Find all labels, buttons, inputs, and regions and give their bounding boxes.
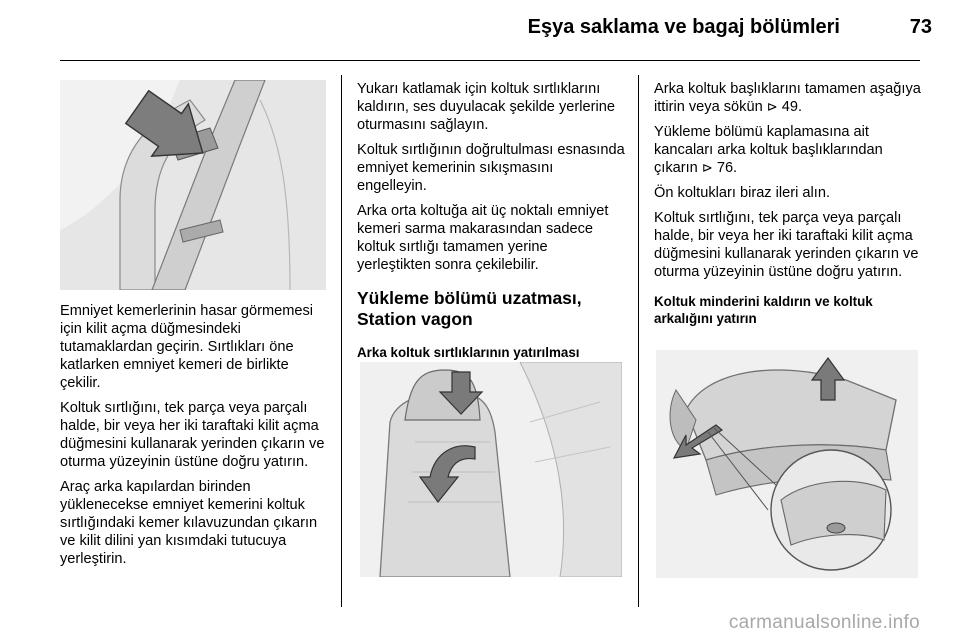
seat-belt-guide-figure [60, 80, 326, 290]
column-divider-1 [341, 75, 342, 607]
paragraph: Koltuk sırtlığını, tek parça veya parçalı halde, bir veya her iki taraftaki kilit açma düğmesini kullanarak yerinden çıkarın ve oturma yüzeyinin üstüne doğru yatırın. [654, 210, 919, 280]
subheading: Koltuk minderini kaldırın ve koltuk arkalığını yatırın [654, 294, 873, 326]
column-1 [60, 302, 332, 575]
paragraph: Arka orta koltuğa ait üç noktalı emniyet kemeri sarma makarasından sadece koltuk sırtlığı tamamen yerine yerleştikten sonra çekilebilir. [357, 203, 609, 273]
paragraph: Araç arka kapılardan birinden yüklenecekse emniyet kemerini koltuk sırtlığındaki kemer kılavuzundan çıkarın ve kilit dilini yan kısımdaki tutucuya yerleştirin. [60, 479, 318, 567]
paragraph [654, 80, 924, 116]
subheading: Arka koltuk sırtlıklarının yatırılması [357, 345, 580, 360]
paragraph: Koltuk sırtlığını, tek parça veya parçalı halde, bir veya her iki taraftaki kilit açma düğmesini kullanarak yerinden çıkarın ve oturma yüzeyinin üstüne doğru yatırın. [60, 400, 325, 470]
paragraph: Yukarı katlamak için koltuk sırtlıklarını kaldırın, ses duyulacak şekilde yerlerine oturmasını sağlayın. [357, 81, 615, 133]
column-2 [357, 80, 625, 369]
paragraph-text: Arka koltuk başlıklarını tamamen aşağıya ittirin veya sökün [654, 81, 921, 115]
column-3 [654, 80, 924, 335]
page-reference-icon: ⊳ [701, 160, 713, 175]
page-header-title: Eşya saklama ve bagaj bölümleri [527, 16, 840, 38]
paragraph: Emniyet kemerlerinin hasar görmemesi için kilit açma düğmesindeki tutamaklardan geçirin. Sırtlıkları öne katlarken emniyet kemeri de birlikte çekilir. [60, 303, 314, 391]
column-divider-2 [638, 75, 639, 607]
page-number: 73 [909, 16, 932, 38]
paragraph: Ön koltukları biraz ileri alın. [654, 185, 831, 201]
paragraph-text: Yükleme bölümü kaplamasına ait kancaları arka koltuk başlıklarından çıkarın [654, 124, 883, 176]
header-divider [60, 60, 920, 61]
section-heading: Yükleme bölümü uzatması, Station vagon [357, 288, 582, 329]
page-reference-icon: ⊳ [766, 99, 778, 114]
page-reference: 49. [781, 99, 803, 115]
paragraph: Koltuk sırtlığının doğrultulması esnasında emniyet kemerinin sıkışmasını engelleyin. [357, 142, 625, 194]
watermark: carmanualsonline.info [728, 612, 920, 633]
seat-backrest-fold-figure [360, 362, 622, 577]
page-reference: 76. [716, 160, 738, 176]
paragraph [654, 123, 924, 177]
seat-cushion-lift-figure [656, 350, 918, 578]
